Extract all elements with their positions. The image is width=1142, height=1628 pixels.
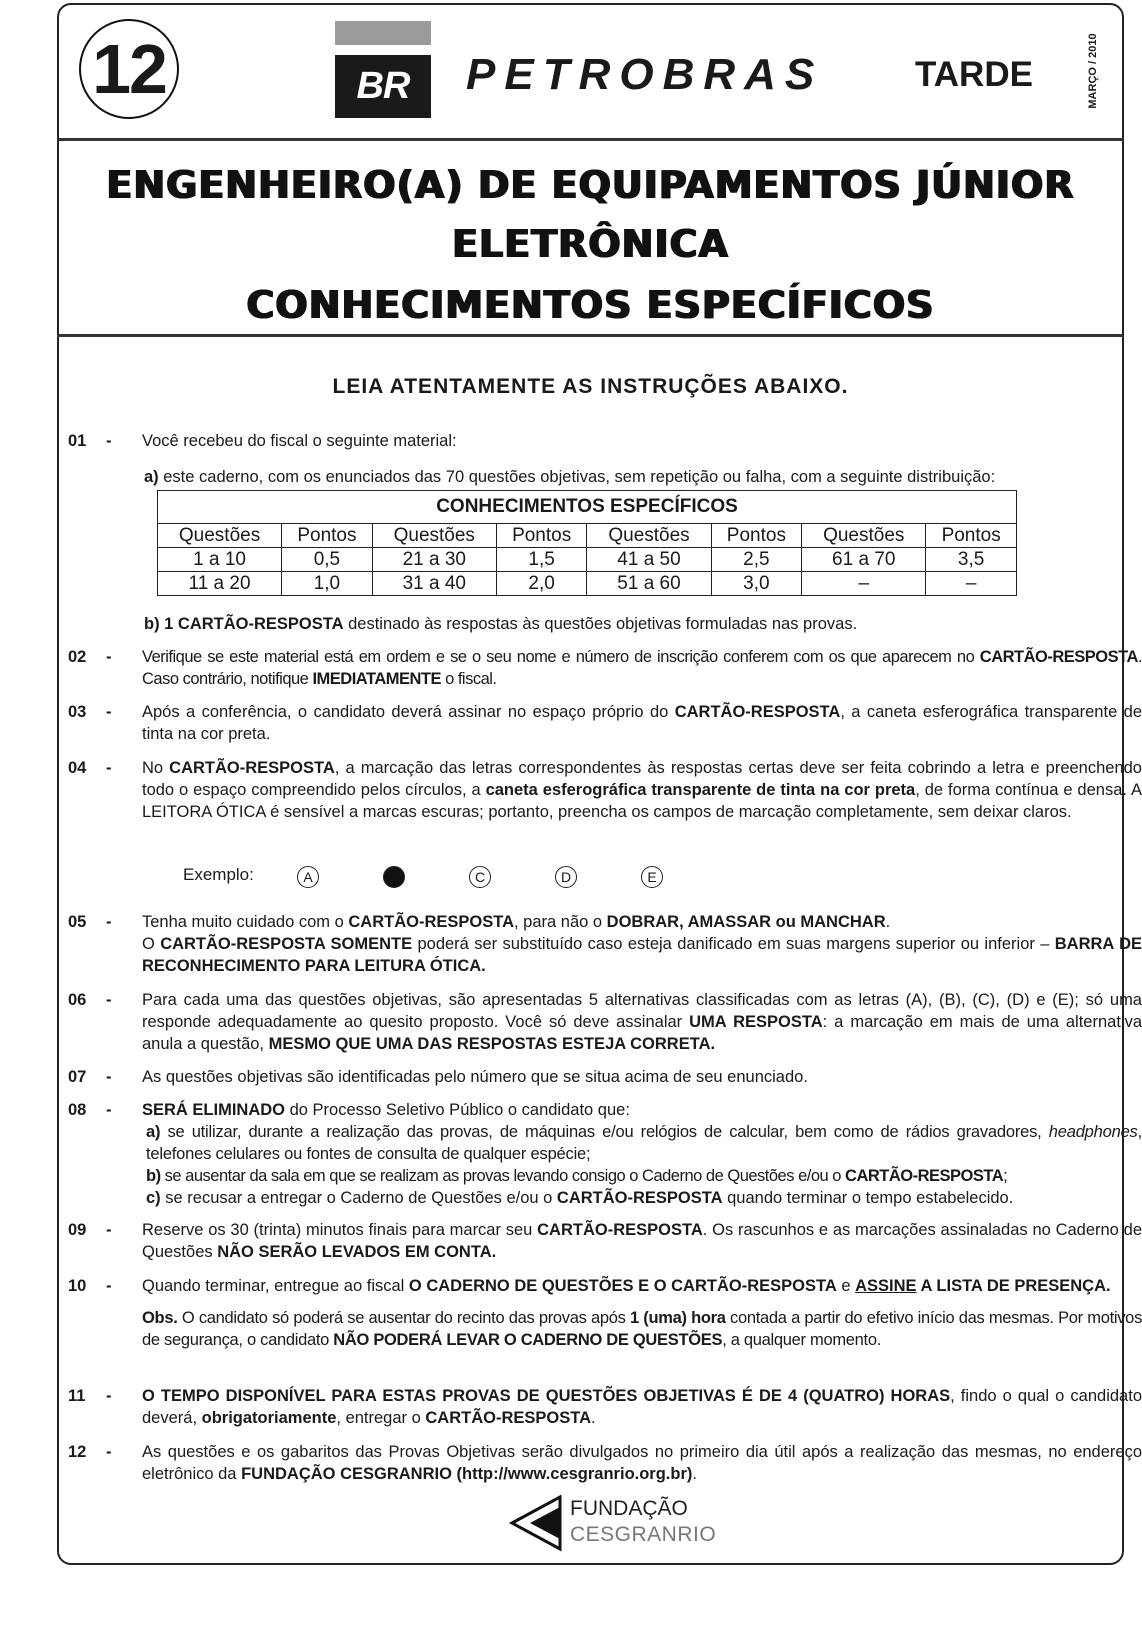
table-cell: 2,5 — [711, 548, 802, 572]
distribution-table — [157, 490, 1017, 596]
item-number: 01 — [68, 432, 87, 450]
item-number: 06 — [68, 991, 87, 1009]
item-number: 11 — [68, 1387, 86, 1405]
item-number: 02 — [68, 648, 87, 666]
table-header: Questões — [372, 524, 496, 548]
item-number: 03 — [68, 703, 87, 721]
divider — [57, 334, 1124, 337]
item-number: 04 — [68, 759, 87, 777]
cesgranrio-logo — [510, 1495, 717, 1555]
exam-date — [1083, 25, 1103, 117]
table-cell: 61 a 70 — [802, 548, 926, 572]
table-cell: – — [802, 572, 926, 596]
item-dash: - — [106, 1443, 112, 1461]
item-dash: - — [106, 432, 112, 450]
table-title: CONHECIMENTOS ESPECÍFICOS — [158, 491, 1017, 524]
table-cell: 11 a 20 — [158, 572, 282, 596]
table-cell: 41 a 50 — [587, 548, 711, 572]
item-text: Você recebeu do fiscal o seguinte material: — [142, 432, 457, 450]
item-text: O TEMPO DISPONÍVEL PARA ESTAS PROVAS DE QUESTÕES OBJETIVAS É DE 4 (QUATRO) HORAS, findo o qual o candidato deverá, obrigatoriamente, entregar o CARTÃO-RESPOSTA. — [142, 1387, 1142, 1427]
table-header: Questões — [587, 524, 711, 548]
table-cell: 51 a 60 — [587, 572, 711, 596]
title-line-1: ENGENHEIRO(A) DE EQUIPAMENTOS JÚNIOR — [106, 163, 1075, 207]
item-number: 08 — [68, 1101, 87, 1119]
sub-label: b) 1 CARTÃO-RESPOSTA — [144, 615, 344, 633]
table-header: Questões — [802, 524, 926, 548]
item-dash: - — [106, 648, 112, 666]
item-text: Quando terminar, entregue ao fiscal O CADERNO DE QUESTÕES E O CARTÃO-RESPOSTA e ASSINE A LISTA DE PRESENÇA. Obs. O candidato só poderá se ausentar do recinto das provas após 1 (uma) hora contada a partir do efetivo início das mesmas. Por motivos de segurança, o candidato NÃO PODERÁ LEVAR O CADERNO DE QUESTÕES, a qualquer momento. — [142, 1277, 1142, 1349]
table-cell: 21 a 30 — [372, 548, 496, 572]
item-text: As questões e os gabaritos das Provas Objetivas serão divulgados no primeiro dia útil após a realização das mesmas, no endereço eletrônico da FUNDAÇÃO CESGRANRIO (http://www.cesgranrio.org.br). — [142, 1443, 1142, 1483]
item-text: Verifique se este material está em ordem e se o seu nome e número de inscrição conferem com os que aparecem no CARTÃO-RESPOSTA. Caso contrário, notifique IMEDIATAMENTE o fiscal. — [142, 648, 1142, 688]
table-header: Questões — [158, 524, 282, 548]
logo-block — [335, 55, 431, 118]
title-line-3: CONHECIMENTOS ESPECÍFICOS — [246, 283, 935, 327]
item-dash: - — [106, 703, 112, 721]
item-dash: - — [106, 1068, 112, 1086]
table-cell: – — [926, 572, 1017, 596]
logo-line-1: FUNDAÇÃO — [570, 1497, 688, 1520]
item-number: 10 — [68, 1277, 87, 1295]
item-text: SERÁ ELIMINADO do Processo Seletivo Público o candidato que: a) se utilizar, durante a realização das provas, de máquinas e/ou relógios de calcular, bem como de rádios gravadores, headphones, telefones celulares ou fontes de consulta de qualquer espécie; b) se ausentar da sala em que se realizam as provas levando consigo o Caderno de Questões e/ou o CARTÃO-RESPOSTA; c) se recusar a entregar o Caderno de Questões e/ou o CARTÃO-RESPOSTA quando terminar o tempo estabelecido. — [142, 1101, 1142, 1207]
divider — [57, 138, 1124, 141]
table-row — [158, 548, 1017, 572]
item-number: 12 — [68, 1443, 87, 1461]
exam-number-badge — [79, 19, 179, 119]
item-text: Para cada uma das questões objetivas, são apresentadas 5 alternativas classificadas com as letras (A), (B), (C), (D) e (E); só uma responde adequadamente ao quesito proposto. Você só deve assinalar UMA RESPOSTA: a marcação em mais de uma alternativa anula a questão, MESMO QUE UMA DAS RESPOSTAS ESTEJA CORRETA. — [142, 991, 1142, 1053]
cesgranrio-arrow-icon — [510, 1495, 566, 1551]
item-number: 09 — [68, 1221, 87, 1239]
table-header: Pontos — [282, 524, 373, 548]
item-dash: - — [106, 759, 112, 777]
item-dash: - — [106, 913, 112, 931]
item-text: No CARTÃO-RESPOSTA, a marcação das letras correspondentes às respostas certas deve ser feita cobrindo a letra e preenchendo todo o espaço compreendido pelos círculos, a caneta esferográfica transparente de tinta na cor preta, de forma contínua e densa. A LEITORA ÓTICA é sensível a marcas escuras; portanto, preencha os campos de marcação completamente, sem deixar claros. — [142, 759, 1142, 821]
company-name: PETROBRAS — [466, 50, 824, 99]
table-cell: 1,0 — [282, 572, 373, 596]
title-line-2: ELETRÔNICA — [452, 222, 729, 266]
item-dash: - — [106, 1277, 112, 1295]
instructions-heading: LEIA ATENTAMENTE AS INSTRUÇÕES ABAIXO. — [332, 375, 849, 398]
table-header-row — [158, 524, 1017, 548]
table-header: Pontos — [496, 524, 587, 548]
option-bubble-e: E — [641, 866, 663, 888]
option-bubble-c: C — [469, 866, 491, 888]
logo-text: BR — [356, 65, 410, 107]
period-label: TARDE — [915, 55, 1033, 94]
instruction-01b — [144, 613, 1094, 635]
item-number: 07 — [68, 1068, 87, 1086]
item-text: As questões objetivas são identificadas pelo número que se situa acima de seu enunciado. — [142, 1068, 808, 1086]
table-row — [158, 572, 1017, 596]
item-text: Após a conferência, o candidato deverá assinar no espaço próprio do CARTÃO-RESPOSTA, a caneta esferográfica transparente de tinta na cor preta. — [142, 703, 1142, 743]
table-cell: 3,5 — [926, 548, 1017, 572]
option-bubble-d: D — [555, 866, 577, 888]
table-header: Pontos — [926, 524, 1017, 548]
table-cell: 1,5 — [496, 548, 587, 572]
br-logo — [335, 21, 431, 118]
item-text: Reserve os 30 (trinta) minutos finais para marcar seu CARTÃO-RESPOSTA. Os rascunhos e as marcações assinaladas no Caderno de Questões NÃO SERÃO LEVADOS EM CONTA. — [142, 1221, 1142, 1261]
table-header: Pontos — [711, 524, 802, 548]
sub-text: este caderno, com os enunciados das 70 questões objetivas, sem repetição ou falha, com a seguinte distribuição: — [158, 468, 996, 486]
table-cell: 2,0 — [496, 572, 587, 596]
table-cell: 1 a 10 — [158, 548, 282, 572]
table-cell: 31 a 40 — [372, 572, 496, 596]
option-bubble-filled — [383, 866, 405, 888]
table-cell: 3,0 — [711, 572, 802, 596]
sub-label: a) — [144, 468, 159, 486]
item-dash: - — [106, 991, 112, 1009]
item-text: Tenha muito cuidado com o CARTÃO-RESPOSTA, para não o DOBRAR, AMASSAR ou MANCHAR. O CARTÃO-RESPOSTA SOMENTE poderá ser substituído caso esteja danificado em suas margens superior ou inferior – BARRA DE RECONHECIMENTO PARA LEITURA ÓTICA. — [142, 913, 1142, 975]
table-cell: 0,5 — [282, 548, 373, 572]
item-dash: - — [106, 1387, 112, 1405]
item-number: 05 — [68, 913, 87, 931]
logo-line-2: CESGRANRIO — [570, 1523, 717, 1546]
example-label: Exemplo: — [183, 865, 254, 884]
logo-bar — [335, 21, 431, 45]
option-bubble-a: A — [297, 866, 319, 888]
exam-number: 12 — [92, 30, 166, 108]
exam-date-text: MARÇO / 2010 — [1087, 33, 1099, 109]
item-dash: - — [106, 1221, 112, 1239]
instruction-01a — [144, 466, 1094, 488]
item-dash: - — [106, 1101, 112, 1119]
sub-text: destinado às respostas às questões objetivas formuladas nas provas. — [343, 615, 858, 633]
